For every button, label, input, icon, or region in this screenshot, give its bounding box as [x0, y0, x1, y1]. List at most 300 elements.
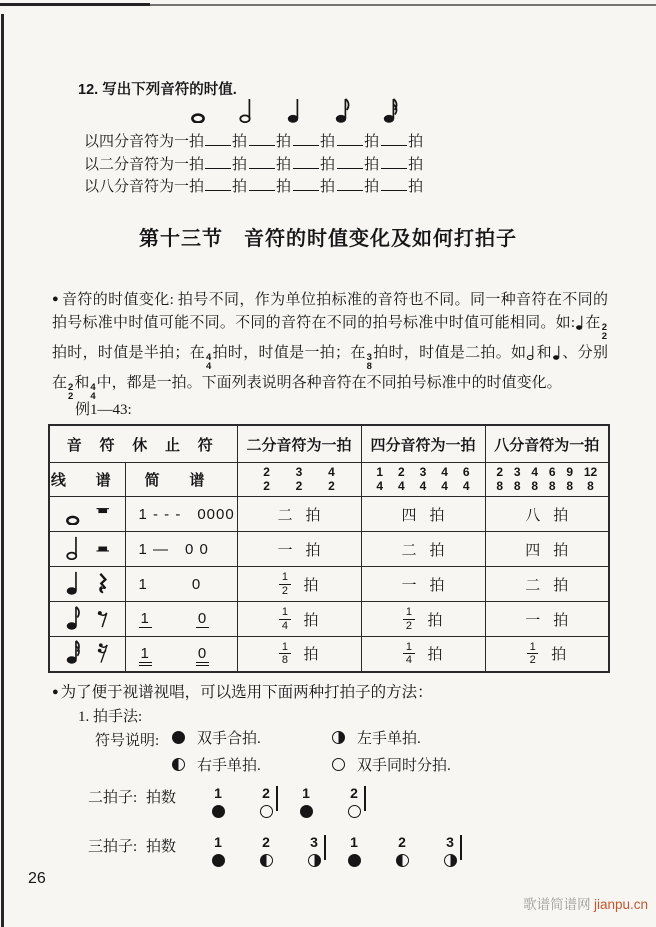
staff-cell: [49, 567, 125, 602]
beat-fraction: [403, 606, 414, 632]
half-rest-icon: [96, 534, 109, 565]
note-value-table: [48, 424, 610, 673]
jianpu-cell: [125, 637, 237, 672]
beat-unit-label: 拍: [232, 156, 248, 173]
table-header-row-2: [49, 463, 609, 497]
beat-value: [238, 641, 361, 667]
barline: [364, 786, 366, 811]
fraction-denominator: 4: [281, 619, 289, 632]
time-signature: [496, 466, 503, 492]
jianpu-notation: [126, 645, 237, 663]
beat-unit-label: 拍: [305, 507, 321, 524]
time-signature-denominator: 8: [366, 361, 372, 372]
full-circle-icon: [172, 731, 185, 744]
signature-list: [238, 466, 361, 492]
jianpu-note-value: 1: [140, 609, 150, 627]
beat-unit-label: 拍: [276, 156, 292, 173]
clap-symbol-legend: [172, 727, 502, 775]
answer-blank: [293, 132, 319, 146]
beat-fraction: [279, 641, 290, 667]
exercise-12-block: [78, 78, 558, 195]
beat-value-cell: [485, 602, 609, 637]
time-signature-denominator: 4: [90, 391, 96, 402]
staff-symbols: [50, 604, 125, 635]
staff-cell: [49, 637, 125, 672]
answer-blank: [249, 177, 275, 191]
header-signatures-cell: [361, 463, 485, 497]
fraction-denominator: 2: [281, 584, 289, 597]
time-signature: [531, 466, 538, 492]
beat-value-cell: [361, 637, 485, 672]
beat-fraction: [403, 641, 414, 667]
staff-symbols: [50, 534, 125, 565]
pattern-name: 二拍子:: [88, 790, 138, 806]
pattern-beats: [194, 835, 466, 867]
beat-unit-label: 拍: [320, 156, 336, 173]
beat-count: 2: [398, 834, 406, 850]
time-signature-numerator: 6: [548, 465, 556, 480]
beat-unit-label: 拍: [232, 134, 248, 150]
fraction-denominator: 2: [405, 619, 413, 632]
time-signature-numerator: 4: [441, 465, 448, 480]
jianpu-notation: [126, 576, 237, 593]
time-signature-denominator: 2: [68, 391, 74, 402]
jianpu-note-value: 1 - - -: [138, 505, 182, 523]
exercise-note-symbols-row: [190, 98, 399, 128]
exercise-number: 12.: [78, 82, 99, 98]
watermark-site-name: 歌谱简谱网: [523, 897, 591, 912]
beat-unit-label: 拍: [364, 134, 380, 150]
full-circle-icon: [348, 854, 361, 867]
beat-unit-label: 拍: [276, 134, 292, 150]
beat-value-cell: [485, 497, 609, 532]
legend-label: 符号说明:: [95, 733, 160, 749]
whole-note-icon: [190, 96, 207, 128]
time-signature-denominator: 4: [462, 478, 470, 493]
fraction-numerator: 1: [279, 606, 290, 620]
left-half-circle-icon: [396, 854, 409, 867]
jianpu-rest-value: 0: [197, 609, 208, 627]
time-signature: [206, 353, 211, 372]
beat-unit-label: 拍: [429, 507, 445, 524]
time-signature: [296, 466, 303, 492]
answer-blank: [249, 155, 275, 169]
jianpu-rest-value: 0000: [197, 505, 235, 523]
full-circle-icon: [212, 805, 225, 818]
bullet-icon: ●: [52, 686, 59, 698]
answer-blank: [293, 177, 319, 191]
beat-value-cell: [485, 637, 609, 672]
clap-intro-line: [52, 680, 433, 702]
beat-value: [362, 641, 485, 667]
watermark: [523, 893, 648, 913]
pattern-name: 三拍子:: [88, 839, 138, 855]
empty-circle-icon: [348, 805, 361, 818]
answer-blank: [205, 132, 231, 146]
pattern-beats: [194, 786, 370, 818]
legend-item-label: 右手单拍.: [197, 758, 261, 774]
time-signature-denominator: 2: [295, 478, 303, 493]
beat-count: 1: [214, 785, 222, 801]
beat-count: 2: [262, 785, 270, 801]
beat-count-word: 二: [277, 507, 293, 524]
answer-blank: [293, 155, 319, 169]
beat-count-word: 二: [401, 542, 417, 559]
beat-value: [486, 641, 609, 667]
answer-blank: [337, 132, 363, 146]
exercise-answer-line: [84, 175, 424, 198]
time-signature-denominator: 2: [328, 478, 335, 493]
page-number: 26: [28, 870, 46, 887]
staff-symbols: [50, 569, 125, 600]
time-signature: [398, 466, 405, 492]
legend-item: [332, 727, 502, 748]
beat-value: [238, 606, 361, 632]
barline: [276, 786, 278, 811]
beat-value: [362, 539, 485, 560]
beat-unit-label: 拍: [553, 612, 569, 629]
jianpu-cell: [125, 497, 237, 532]
jianpu-note-value: 1: [138, 575, 148, 593]
time-signature-denominator: 8: [566, 478, 573, 493]
beat-count-word: 一: [401, 577, 417, 594]
beat-count-word: 八: [525, 507, 541, 524]
header-beat-column: 二分音符为一拍: [237, 425, 361, 463]
beat-count: 2: [350, 785, 358, 801]
beat-value-cell: [237, 637, 361, 672]
beat-count-word: 一: [277, 542, 293, 559]
table-row: [49, 602, 609, 637]
fraction-denominator: 4: [405, 654, 413, 667]
header-beat-column: 四分音符为一拍: [361, 425, 485, 463]
time-signature-denominator: 4: [206, 361, 212, 372]
time-signature: [263, 466, 270, 492]
header-staff-notation: 线 谱: [49, 463, 125, 497]
beat-value-cell: [237, 532, 361, 567]
time-signature-denominator: 4: [376, 478, 384, 493]
beat-unit-label: 拍: [303, 612, 319, 629]
clap-intro-text: 为了便于视谱视唱，可以选用下面两种打拍子的方法：: [60, 684, 433, 701]
beat-value: [486, 574, 609, 595]
time-signature-denominator: 8: [587, 478, 594, 493]
beat-unit-label: 拍: [408, 156, 424, 173]
beat-count: 3: [446, 834, 454, 850]
time-signature-numerator: 3: [295, 465, 303, 480]
pattern-beat: [330, 786, 378, 818]
barline: [324, 835, 326, 860]
beat-unit-label: 拍: [364, 156, 380, 173]
legend-item: [172, 754, 332, 775]
beat-unit-label: 拍: [408, 134, 424, 150]
beat-unit-label: 拍: [427, 647, 443, 664]
staff-symbols: [50, 638, 125, 669]
pattern-beat: [330, 835, 378, 867]
time-signature-numerator: 2: [68, 381, 74, 393]
time-signature-numerator: 12: [583, 465, 598, 480]
answer-blank: [205, 177, 231, 191]
legend-item-label: 双手合拍.: [197, 731, 261, 747]
right-half-circle-icon: [444, 854, 457, 867]
signature-list: [362, 466, 485, 492]
header-beat-column: 八分音符为一拍: [485, 425, 609, 463]
exercise-heading: [78, 78, 558, 99]
beat-count-word: 四: [525, 542, 541, 559]
pattern-counts-label: 拍数: [146, 790, 177, 806]
eighth-note-icon: [334, 96, 351, 128]
pattern-beat: [242, 835, 290, 867]
answer-blank: [381, 177, 407, 191]
beat-value-cell: [237, 497, 361, 532]
beat-pattern-row: [88, 786, 466, 822]
staff-symbols: [50, 499, 125, 530]
header-notes-rests: 音 符 休 止 符: [49, 425, 237, 463]
beat-unit-label: 拍: [303, 647, 319, 664]
beat-pattern-row: [88, 835, 466, 871]
staff-cell: [49, 497, 125, 532]
quarter-note-icon: [286, 96, 303, 128]
beat-unit-label: 拍: [320, 179, 336, 195]
line-prefix: 以四分音符为一拍: [84, 134, 205, 150]
time-signature: [584, 466, 597, 492]
time-signature-numerator: 3: [366, 351, 372, 363]
beat-value-cell: [237, 602, 361, 637]
beat-unit-label: 拍: [553, 507, 569, 524]
time-signature: [441, 466, 448, 492]
beat-value: [362, 504, 485, 525]
time-signature: [68, 383, 73, 402]
beat-value: [238, 539, 361, 560]
pattern-beat: [378, 835, 426, 867]
beat-count-word: 四: [401, 507, 417, 524]
jianpu-notation: [126, 541, 237, 558]
quarter-note-icon: [575, 315, 585, 331]
beat-unit-label: 拍: [232, 179, 248, 195]
jianpu-note-value: 1: [140, 644, 150, 662]
clap-method-title: 1. 拍手法:: [78, 709, 143, 725]
beat-unit-label: 拍: [276, 179, 292, 195]
time-signature: [328, 466, 335, 492]
section-title: 第十三节 音符的时值变化及如何打拍子: [139, 228, 517, 250]
half-note-icon: [526, 345, 536, 361]
empty-circle-icon: [332, 758, 345, 771]
time-signature: [514, 466, 521, 492]
fraction-numerator: 1: [279, 641, 290, 655]
beat-unit-label: 拍: [429, 542, 445, 559]
left-half-circle-icon: [172, 758, 185, 771]
beat-fraction: [279, 606, 290, 632]
answer-blank: [249, 132, 275, 146]
answer-blank: [337, 177, 363, 191]
intro-paragraph-text: 音符的时值变化: 拍号不同，作为单位拍标准的音符也不同。同一种音符在不同的拍号标准中时值可能不同。不同的音符在不同的拍号标准中时值可能相同。如: 在 2 2 拍时，时值是半拍；在 4 4 拍时，时值是一拍；在 3 8 拍时，时值是二拍。如 和 、分别在 2 2 和 4 4 中，都是一拍。下面列表说明各种音符在不同拍号标准中的时值变化。: [52, 292, 609, 402]
left-half-circle-icon: [260, 854, 273, 867]
beat-unit-label: 拍: [553, 577, 569, 594]
beat-fraction: [527, 641, 538, 667]
legend-item-label: 左手单拍.: [357, 731, 421, 747]
pattern-beat: [194, 786, 242, 818]
time-signature-denominator: 2: [601, 331, 607, 342]
beat-value: [486, 609, 609, 630]
jianpu-note-value: 1 —: [138, 540, 170, 558]
beat-count-word: 二: [525, 577, 541, 594]
beat-unit-label: 拍: [553, 542, 569, 559]
fraction-numerator: 1: [279, 571, 290, 585]
time-signature: [376, 466, 383, 492]
beat-value-cell: [361, 602, 485, 637]
answer-blank: [381, 132, 407, 146]
beat-value-cell: [361, 532, 485, 567]
beat-value: [486, 539, 609, 560]
exercise-answer-lines: [84, 130, 424, 198]
fraction-numerator: 1: [403, 641, 414, 655]
time-signature-denominator: 8: [513, 478, 521, 493]
scan-artifact-left-edge: [1, 14, 4, 927]
right-half-circle-icon: [308, 854, 321, 867]
exercise-answer-line: [84, 130, 424, 153]
time-signature: [367, 353, 372, 372]
exercise-answer-line: [84, 153, 424, 176]
time-signature-numerator: 6: [462, 465, 470, 480]
time-signature-numerator: 2: [601, 321, 607, 333]
beat-unit-label: 拍: [427, 612, 443, 629]
beat-value-cell: [485, 567, 609, 602]
intro-paragraph: [52, 288, 608, 402]
watermark-url: jianpu.cn: [593, 897, 648, 912]
beat-count: 2: [262, 834, 270, 850]
half-note-icon: [238, 96, 255, 128]
beat-value: [486, 504, 609, 525]
beat-count: 1: [302, 785, 310, 801]
beat-count-word: 一: [525, 612, 541, 629]
eighth-rest-icon: [96, 604, 109, 635]
table-row: [49, 497, 609, 532]
pattern-beat: [194, 835, 242, 867]
time-signature-numerator: 9: [566, 465, 573, 480]
time-signature-denominator: 4: [398, 478, 405, 493]
table-row: [49, 567, 609, 602]
beat-value-cell: [361, 567, 485, 602]
beat-value-cell: [485, 532, 609, 567]
beat-fraction: [279, 571, 290, 597]
legend-item: [172, 727, 332, 748]
jianpu-cell: [125, 532, 237, 567]
jianpu-rest-value: 0: [197, 644, 208, 662]
staff-cell: [49, 602, 125, 637]
beat-unit-label: 拍: [408, 179, 424, 195]
time-signature: [549, 466, 556, 492]
scan-artifact-top-left: [0, 3, 150, 6]
table-header-row-1: [49, 425, 609, 463]
beat-count: 1: [214, 834, 222, 850]
fraction-denominator: 8: [281, 654, 289, 667]
fraction-numerator: 1: [403, 606, 414, 620]
beat-unit-label: 拍: [364, 179, 380, 195]
table-row: [49, 637, 609, 672]
beat-count: 1: [350, 834, 358, 850]
time-signature-numerator: 3: [513, 465, 521, 480]
empty-circle-icon: [260, 805, 273, 818]
whole-note-icon: [65, 499, 81, 530]
time-signature-numerator: 4: [328, 465, 335, 480]
fraction-numerator: 1: [527, 641, 538, 655]
staff-cell: [49, 532, 125, 567]
time-signature-numerator: 4: [90, 381, 96, 393]
time-signature-denominator: 2: [263, 478, 270, 493]
time-signature: [602, 323, 607, 342]
beat-value: [238, 571, 361, 597]
header-jianpu-notation: 简 谱: [125, 463, 237, 497]
quarter-note-icon: [552, 345, 562, 361]
sixteenth-rest-icon: [96, 638, 109, 669]
legend-item: [332, 754, 502, 775]
signature-list: [486, 466, 609, 492]
line-prefix: 以二分音符为一拍: [84, 156, 205, 173]
answer-blank: [381, 155, 407, 169]
beat-value: [362, 574, 485, 595]
time-signature-denominator: 8: [496, 478, 503, 493]
fraction-denominator: 2: [529, 654, 536, 667]
example-label: 例1—43:: [75, 402, 132, 418]
beat-unit-label: 拍: [551, 647, 567, 664]
quarter-note-icon: [65, 569, 81, 600]
beat-unit-label: 拍: [320, 134, 336, 150]
time-signature-denominator: 8: [531, 478, 538, 493]
time-signature-numerator: 2: [496, 465, 503, 480]
whole-rest-icon: [96, 499, 109, 530]
answer-blank: [205, 155, 231, 169]
half-note-icon: [65, 534, 81, 565]
line-prefix: 以八分音符为一拍: [84, 179, 205, 195]
beat-unit-label: 拍: [429, 577, 445, 594]
full-circle-icon: [300, 805, 313, 818]
time-signature-numerator: 2: [398, 465, 405, 480]
answer-blank: [337, 155, 363, 169]
time-signature-numerator: 2: [263, 465, 270, 480]
header-signatures-cell: [237, 463, 361, 497]
beat-patterns: [88, 786, 466, 884]
jianpu-notation: [126, 610, 237, 628]
jianpu-rest-value: 0 0: [185, 540, 209, 558]
sixteenth-note-icon: [65, 638, 81, 669]
beat-value-cell: [237, 567, 361, 602]
beat-value: [362, 606, 485, 632]
beat-unit-label: 拍: [305, 542, 321, 559]
exercise-title: 写出下列音符的时值.: [102, 82, 237, 98]
time-signature-denominator: 4: [419, 478, 427, 493]
table-row: [49, 532, 609, 567]
jianpu-notation: [126, 506, 237, 523]
legend-item-label: 双手同时分拍.: [357, 758, 451, 774]
time-signature: [463, 466, 470, 492]
quarter-rest-icon: [96, 569, 109, 600]
barline: [460, 835, 462, 860]
sixteenth-note-icon: [382, 96, 399, 128]
time-signature-denominator: 8: [548, 478, 556, 493]
header-signatures-cell: [485, 463, 609, 497]
jianpu-cell: [125, 602, 237, 637]
time-signature-numerator: 4: [531, 465, 538, 480]
beat-value-cell: [361, 497, 485, 532]
time-signature-denominator: 4: [441, 478, 448, 493]
pattern-beat: [282, 786, 330, 818]
beat-unit-label: 拍: [303, 577, 319, 594]
time-signature-numerator: 3: [419, 465, 427, 480]
jianpu-cell: [125, 567, 237, 602]
full-circle-icon: [212, 854, 225, 867]
bullet-icon: ●: [52, 293, 60, 305]
right-half-circle-icon: [332, 731, 345, 744]
eighth-note-icon: [65, 604, 81, 635]
pattern-counts-label: 拍数: [146, 839, 177, 855]
